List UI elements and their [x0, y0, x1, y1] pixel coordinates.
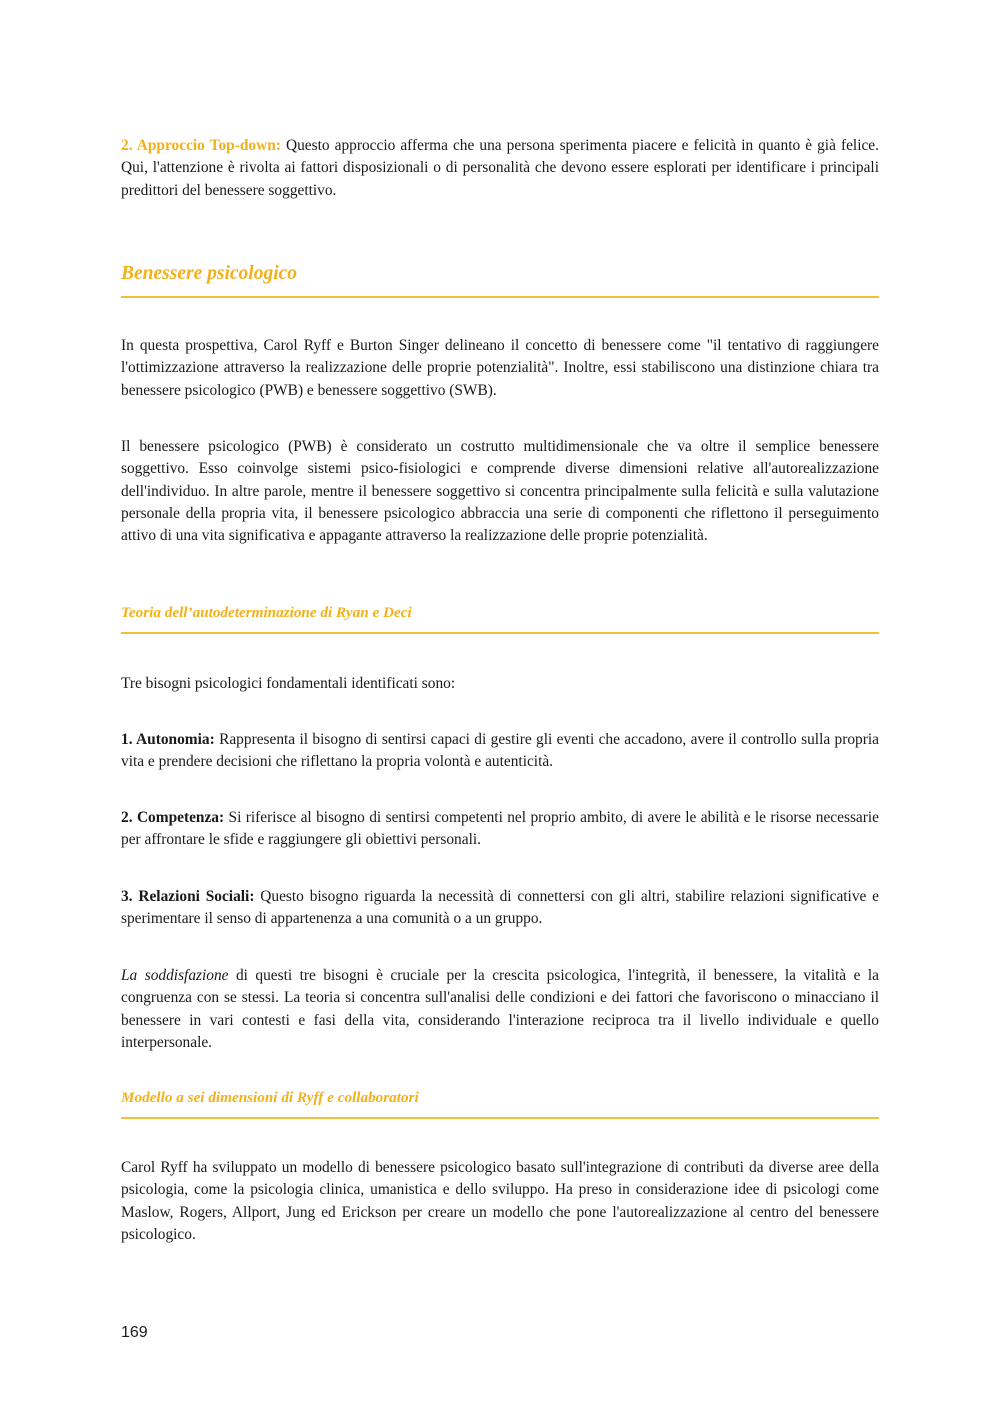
section-title-modello-ryff: Modello a sei dimensioni di Ryff e collaboratori	[121, 1089, 419, 1106]
paragraph-pwb: Il benessere psicologico (PWB) è considerato un costrutto multidimensionale che va oltre il semplice benessere soggettivo. Esso coinvolge sistemi psico-fisiologici e comprende diverse dimensioni relative all'autorealizzazione dell'individuo. In altre parole, mentre il benessere soggettivo si concentra principalmente sulla felicità e sulla valutazione personale della propria vita, il benessere psicologico abbraccia una serie di componenti che riflettono il perseguimento attivo di una vita significativa e appagante attraverso la realizzazione delle proprie potenzialità.	[121, 438, 879, 545]
section-divider	[121, 296, 879, 298]
list-item-text: Rappresenta il bisogno di sentirsi capaci di gestire gli eventi che accadono, avere il controllo sulla propria vita e prendere decisioni che riflettano la propria volontà e autenticità.	[121, 731, 879, 771]
section-title-benessere-psicologico: Benessere psicologico	[121, 263, 298, 284]
paragraph-text: di questi tre bisogni è cruciale per la crescita psicologica, l'integrità, il benessere, la vitalità e la congruenza con se stessi. La teoria si concentra sull'analisi delle condizioni e dei fattori che favoriscono o minacciano il benessere in vari contesti e fasi della vita, considerando l'interazione reciproca tra il livello individuale e quello interpersonale.	[121, 967, 879, 1051]
section-divider	[121, 632, 879, 634]
list-item-autonomia	[121, 729, 879, 774]
list-item-competenza	[121, 807, 879, 852]
paragraph-top-down	[121, 135, 879, 202]
paragraph-text: Questo approccio afferma che una persona sperimenta piacere e felicità in quanto è già felice. Qui, l'attenzione è rivolta ai fattori disposizionali o di personalità che devono essere esplorati per identificare i principali predittori del benessere soggettivo.	[121, 137, 879, 199]
list-item-relazioni-sociali	[121, 886, 879, 931]
list-item-text: Si riferisce al bisogno di sentirsi competenti nel proprio ambito, di avere le abilità e le risorse necessarie per affrontare le sfide e raggiungere gli obiettivi personali.	[121, 809, 879, 849]
paragraph-lead: 2. Approccio Top-down:	[121, 137, 281, 154]
list-item-lead: 2. Competenza:	[121, 809, 225, 826]
list-item-text: Questo bisogno riguarda la necessità di connettersi con gli altri, stabilire relazioni significative e sperimentare il senso di appartenenza a una comunità o a un gruppo.	[121, 888, 880, 928]
section-title-autodeterminazione: Teoria dell’autodeterminazione di Ryan e Deci	[121, 604, 412, 621]
list-item-lead: 1. Autonomia:	[121, 731, 215, 748]
paragraph-lead: La soddisfazione	[121, 967, 229, 984]
list-item-lead: 3. Relazioni Sociali:	[121, 888, 255, 905]
section-divider	[121, 1117, 879, 1119]
paragraph-intro-bisogni: Tre bisogni psicologici fondamentali identificati sono:	[121, 675, 456, 692]
paragraph-ryff-singer: In questa prospettiva, Carol Ryff e Burton Singer delineano il concetto di benessere come "il tentativo di raggiungere l'ottimizzazione attraverso la realizzazione delle proprie potenzialità". Inoltre, essi stabiliscono una distinzione chiara tra benessere psicologico (PWB) e benessere soggettivo (SWB).	[121, 337, 879, 399]
paragraph-soddisfazione	[121, 965, 879, 1054]
paragraph-ryff-model: Carol Ryff ha sviluppato un modello di benessere psicologico basato sull'integrazione di contributi da diverse aree della psicologia, come la psicologia clinica, umanistica e dello sviluppo. Ha preso in considerazione idee di psicologi come Maslow, Rogers, Allport, Jung ed Erickson per creare un modello che pone l'autorealizzazione al centro del benessere psicologico.	[121, 1159, 879, 1243]
page-number: 169	[121, 1324, 148, 1341]
